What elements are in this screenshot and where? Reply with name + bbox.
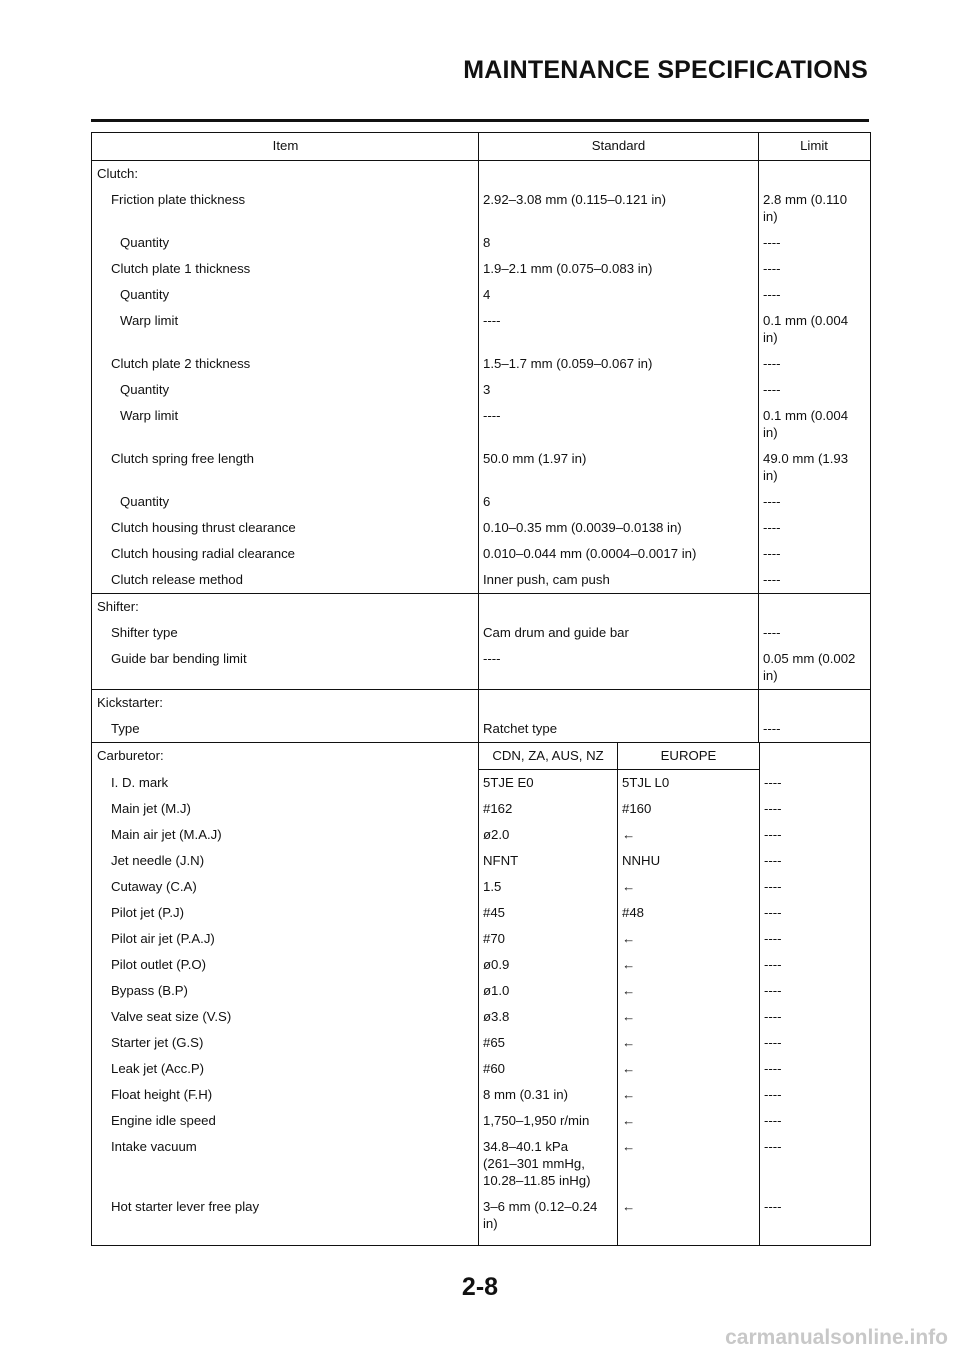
spec-limit: ----: [763, 520, 781, 535]
section-limit-empty: [759, 161, 868, 187]
spec-limit: ----: [764, 801, 782, 816]
spec-item: Jet needle (J.N): [92, 848, 479, 874]
table-row: [92, 282, 870, 308]
spec-item: Clutch housing thrust clearance: [92, 515, 479, 541]
spec-limit: 0.1 mm (0.004 in): [763, 313, 849, 345]
spec-limit: ----: [764, 775, 782, 790]
table-row: [92, 1030, 870, 1056]
spec-value-b: ←: [622, 1199, 636, 1214]
spec-standard: ----: [479, 308, 759, 351]
table-row: [92, 926, 870, 952]
carburetor-column-headers: [479, 743, 760, 770]
spec-standard: 50.0 mm (1.97 in): [479, 446, 759, 489]
table-body: [92, 161, 870, 1245]
spec-standard: 4: [479, 282, 759, 308]
table-row: [92, 770, 870, 796]
spec-standard: 3: [479, 377, 759, 403]
carburetor-values: [479, 952, 760, 978]
spec-value-b: NNHU: [622, 853, 661, 868]
spec-item: Quantity: [92, 489, 479, 515]
spec-item: Clutch plate 2 thickness: [92, 351, 479, 377]
spec-value-a: ø3.8: [479, 1004, 618, 1030]
spec-item: Intake vacuum: [92, 1134, 479, 1194]
spec-standard: Inner push, cam push: [479, 567, 759, 593]
spec-item: Clutch housing radial clearance: [92, 541, 479, 567]
spec-value-a: 1,750–1,950 r/min: [479, 1108, 618, 1134]
spec-limit: ----: [764, 1035, 782, 1050]
section-label: Carburetor:: [92, 743, 479, 770]
table-row: [92, 822, 870, 848]
header-limit: Limit: [800, 138, 828, 153]
carburetor-values: [479, 1108, 760, 1134]
carburetor-values: [479, 1082, 760, 1108]
spec-standard: 8: [479, 230, 759, 256]
spec-standard: Cam drum and guide bar: [479, 620, 759, 646]
spec-value-a: #162: [479, 796, 618, 822]
carburetor-section-header: [92, 742, 870, 770]
spec-item: Clutch spring free length: [92, 446, 479, 489]
spec-value-a: #70: [479, 926, 618, 952]
section-standard-empty: [479, 594, 759, 620]
spec-item: Engine idle speed: [92, 1108, 479, 1134]
spec-item: Clutch plate 1 thickness: [92, 256, 479, 282]
spec-item: Cutaway (C.A): [92, 874, 479, 900]
table-row: [92, 1056, 870, 1082]
spec-standard: Ratchet type: [479, 716, 759, 742]
spec-limit: ----: [764, 853, 782, 868]
carburetor-values: [479, 1030, 760, 1056]
spec-value-a: ø2.0: [479, 822, 618, 848]
spec-limit: ----: [763, 494, 781, 509]
table-row: [92, 978, 870, 1004]
carburetor-col-b-header: EUROPE: [618, 743, 759, 770]
carburetor-values: [479, 1194, 760, 1237]
carburetor-col-a-header: CDN, ZA, AUS, NZ: [479, 743, 618, 770]
section-limit-empty: [760, 743, 869, 770]
spec-limit: ----: [763, 287, 781, 302]
spec-value-b: ←: [622, 957, 636, 972]
spec-item: Bypass (B.P): [92, 978, 479, 1004]
spec-value-a: #60: [479, 1056, 618, 1082]
table-row: [92, 1108, 870, 1134]
spec-value-b: #160: [622, 801, 652, 816]
title-rule: [91, 119, 869, 122]
spec-table: [91, 132, 871, 1246]
spec-limit: ----: [764, 1009, 782, 1024]
table-row: [92, 446, 870, 489]
spec-limit: ----: [764, 827, 782, 842]
table-row: [92, 1082, 870, 1108]
clutch-section-header: [92, 161, 870, 187]
pad-sa: [479, 1237, 618, 1246]
spec-standard: ----: [479, 646, 759, 689]
table-row: [92, 900, 870, 926]
table-row: [92, 351, 870, 377]
spec-limit: 2.8 mm (0.110 in): [763, 192, 848, 224]
spec-value-a: 1.5: [479, 874, 618, 900]
spec-value-b: ←: [622, 1139, 636, 1154]
spec-limit: ----: [764, 905, 782, 920]
section-limit-empty: [759, 690, 868, 716]
spec-item: I. D. mark: [92, 770, 479, 796]
spec-item: Type: [92, 716, 479, 742]
table-row: [92, 1194, 870, 1237]
page-number: 2-8: [461, 1273, 499, 1301]
table-header: [92, 133, 870, 161]
spec-value-b: ←: [622, 1087, 636, 1102]
spec-value-b: ←: [622, 827, 636, 842]
spec-limit: ----: [764, 1199, 782, 1214]
table-row: [92, 848, 870, 874]
spec-limit: ----: [763, 546, 781, 561]
spec-item: Pilot outlet (P.O): [92, 952, 479, 978]
section-standard-empty: [479, 690, 759, 716]
carburetor-values: [479, 874, 760, 900]
spec-standard: 2.92–3.08 mm (0.115–0.121 in): [479, 187, 759, 230]
table-row: [92, 403, 870, 446]
table-row: [92, 256, 870, 282]
carburetor-values: [479, 1056, 760, 1082]
spec-value-a: ø1.0: [479, 978, 618, 1004]
spec-limit: ----: [764, 1139, 782, 1154]
table-row: [92, 377, 870, 403]
spec-value-b: ←: [622, 1113, 636, 1128]
spec-value-b: ←: [622, 931, 636, 946]
spec-value-a: 5TJE E0: [479, 770, 618, 796]
spec-limit: 49.0 mm (1.93 in): [763, 451, 849, 483]
table-row: [92, 716, 870, 742]
spec-limit: 0.1 mm (0.004 in): [763, 408, 849, 440]
pad-c3: [760, 1237, 869, 1246]
spec-standard: 1.5–1.7 mm (0.059–0.067 in): [479, 351, 759, 377]
spec-item: Leak jet (Acc.P): [92, 1056, 479, 1082]
spec-item: Valve seat size (V.S): [92, 1004, 479, 1030]
spec-limit: ----: [763, 572, 781, 587]
table-row: [92, 567, 870, 593]
pad-sub: [479, 1237, 760, 1245]
spec-value-b: ←: [622, 1009, 636, 1024]
carburetor-values: [479, 926, 760, 952]
section-label: Shifter:: [92, 594, 479, 620]
table-row: [92, 230, 870, 256]
spec-item: Starter jet (G.S): [92, 1030, 479, 1056]
table-row: [92, 620, 870, 646]
spec-item: Friction plate thickness: [92, 187, 479, 230]
table-row: [92, 646, 870, 689]
spec-value-b: ←: [622, 1035, 636, 1050]
spec-item: Pilot air jet (P.A.J): [92, 926, 479, 952]
table-bottom-padding: [92, 1237, 870, 1245]
spec-item: Warp limit: [92, 403, 479, 446]
carburetor-values: [479, 978, 760, 1004]
table-row: [92, 515, 870, 541]
spec-item: Hot starter lever free play: [92, 1194, 479, 1237]
spec-item: Quantity: [92, 282, 479, 308]
carburetor-values: [479, 822, 760, 848]
spec-item: Clutch release method: [92, 567, 479, 593]
carburetor-values: [479, 900, 760, 926]
spec-standard: 1.9–2.1 mm (0.075–0.083 in): [479, 256, 759, 282]
section-limit-empty: [759, 594, 868, 620]
spec-value-b: ←: [622, 1061, 636, 1076]
spec-value-b: 5TJL L0: [622, 775, 670, 790]
page-title: MAINTENANCE SPECIFICATIONS: [463, 56, 868, 84]
section-label: Kickstarter:: [92, 690, 479, 716]
spec-value-a: ø0.9: [479, 952, 618, 978]
pad-c1: [92, 1237, 479, 1246]
spec-value-b: ←: [622, 879, 636, 894]
shifter-section-header: [92, 593, 870, 620]
carburetor-values: [479, 1004, 760, 1030]
table-row: [92, 187, 870, 230]
carburetor-values: [479, 796, 760, 822]
spec-item: Float height (F.H): [92, 1082, 479, 1108]
spec-value-a: 34.8–40.1 kPa (261–301 mmHg, 10.28–11.85 inHg): [479, 1134, 618, 1194]
section-label: Clutch:: [92, 161, 479, 187]
spec-item: Quantity: [92, 230, 479, 256]
spec-limit: 0.05 mm (0.002 in): [763, 651, 856, 683]
spec-item: Guide bar bending limit: [92, 646, 479, 689]
section-standard-empty: [479, 161, 759, 187]
carburetor-values: [479, 848, 760, 874]
spec-limit: ----: [764, 983, 782, 998]
spec-value-a: 8 mm (0.31 in): [479, 1082, 618, 1108]
spec-standard: 6: [479, 489, 759, 515]
spec-standard: ----: [479, 403, 759, 446]
kickstarter-section-header: [92, 689, 870, 716]
spec-limit: ----: [764, 957, 782, 972]
spec-limit: ----: [763, 625, 781, 640]
header-standard: Standard: [479, 133, 759, 160]
table-row: [92, 952, 870, 978]
spec-item: Main jet (M.J): [92, 796, 479, 822]
spec-limit: ----: [764, 931, 782, 946]
spec-item: Quantity: [92, 377, 479, 403]
spec-item: Warp limit: [92, 308, 479, 351]
spec-item: Shifter type: [92, 620, 479, 646]
spec-limit: ----: [763, 235, 781, 250]
spec-limit: ----: [763, 356, 781, 371]
spec-value-a: NFNT: [479, 848, 618, 874]
spec-standard: 0.010–0.044 mm (0.0004–0.0017 in): [479, 541, 759, 567]
table-row: [92, 308, 870, 351]
table-row: [92, 1004, 870, 1030]
header-item: Item: [92, 133, 479, 160]
table-row: [92, 796, 870, 822]
spec-value-a: #45: [479, 900, 618, 926]
spec-limit: ----: [764, 1087, 782, 1102]
table-row: [92, 1134, 870, 1194]
table-row: [92, 541, 870, 567]
spec-limit: ----: [763, 261, 781, 276]
watermark: carmanualsonline.info: [725, 1326, 948, 1349]
table-row: [92, 874, 870, 900]
table-row: [92, 489, 870, 515]
carburetor-values: [479, 770, 760, 796]
spec-limit: ----: [764, 1061, 782, 1076]
spec-value-a: 3–6 mm (0.12–0.24 in): [479, 1194, 618, 1237]
spec-limit: ----: [764, 1113, 782, 1128]
spec-item: Pilot jet (P.J): [92, 900, 479, 926]
spec-limit: ----: [764, 879, 782, 894]
spec-limit: ----: [763, 721, 781, 736]
spec-item: Main air jet (M.A.J): [92, 822, 479, 848]
spec-value-a: #65: [479, 1030, 618, 1056]
carburetor-values: [479, 1134, 760, 1194]
pad-sb: [618, 1237, 759, 1246]
spec-limit: ----: [763, 382, 781, 397]
spec-value-b: #48: [622, 905, 645, 920]
spec-value-b: ←: [622, 983, 636, 998]
spec-standard: 0.10–0.35 mm (0.0039–0.0138 in): [479, 515, 759, 541]
